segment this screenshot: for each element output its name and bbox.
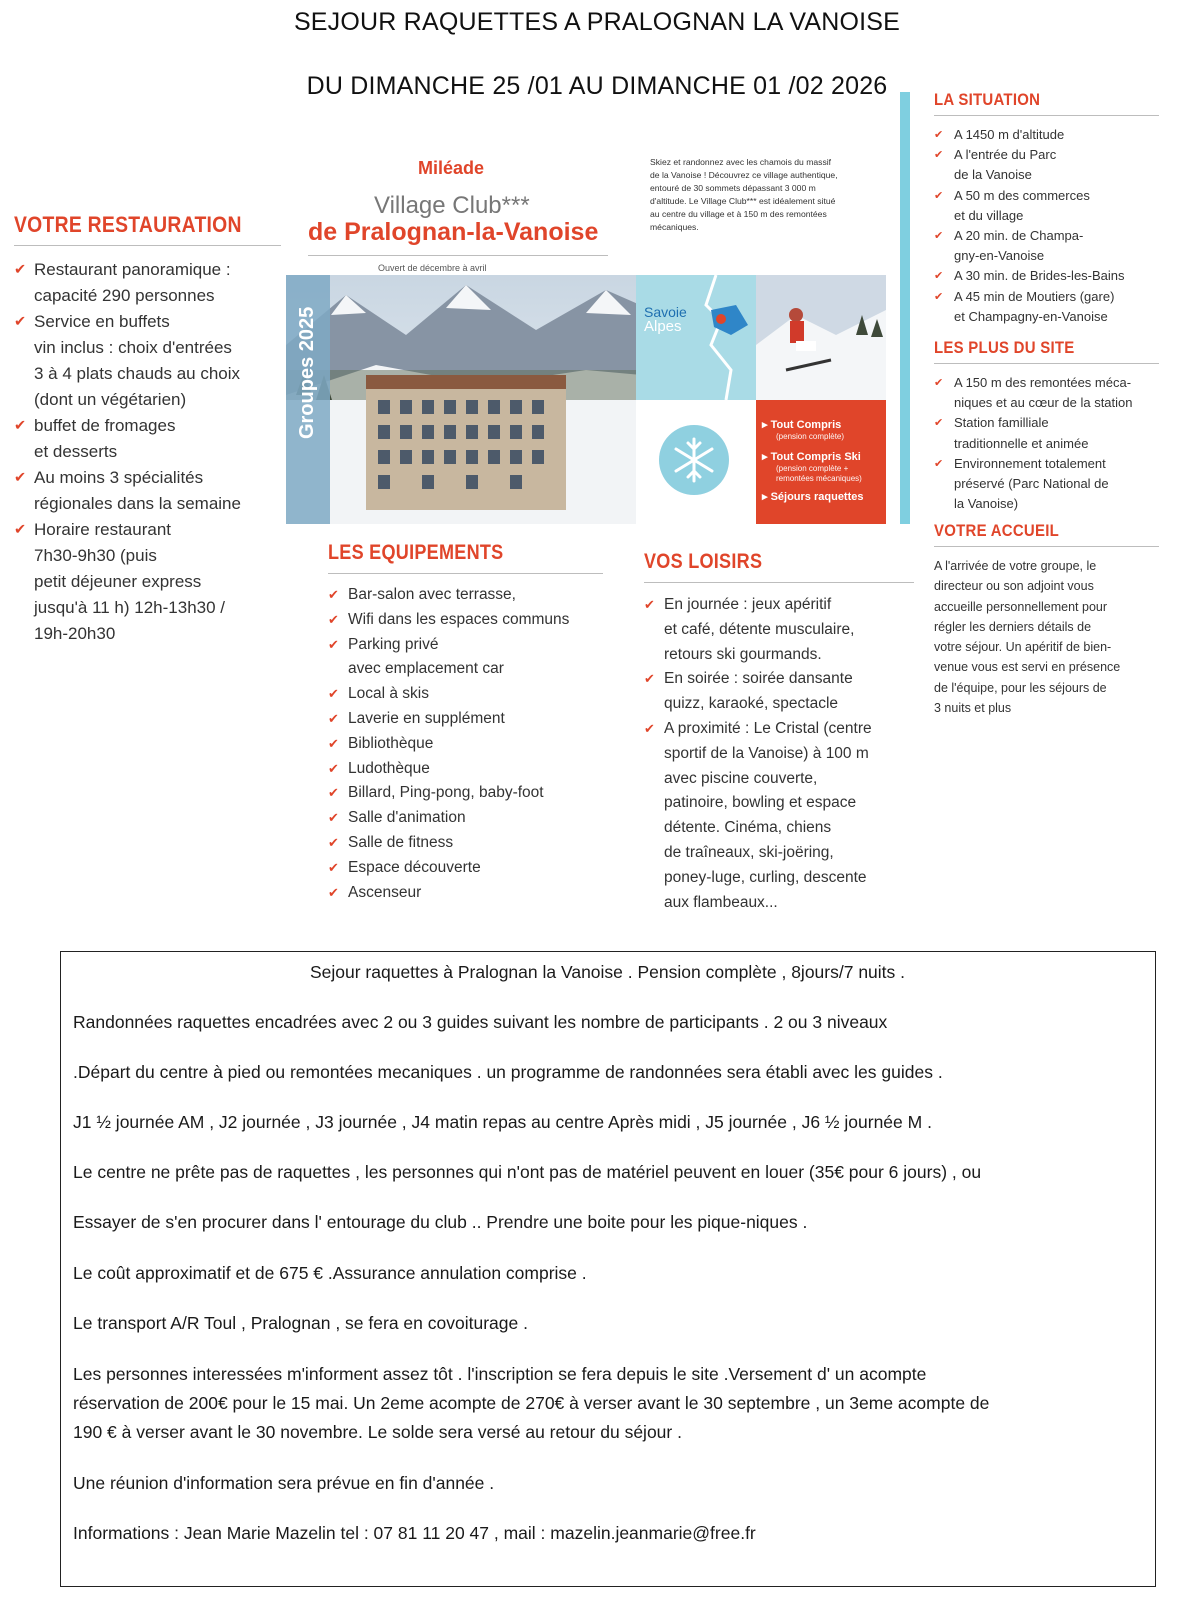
accent-bar bbox=[900, 92, 910, 524]
equipements-item: ✔ Espace découverte bbox=[328, 856, 628, 881]
restauration-item: ✔ Horaire restaurant 7h30-9h30 (puis petit déjeuner express jusqu'à 11 h) 12h-13h30 / 19h-20h30 bbox=[14, 517, 289, 647]
plus-divider bbox=[934, 363, 1159, 364]
restauration-item: ✔ Restaurant panoramique : capacité 290 personnes bbox=[14, 257, 289, 309]
info-line: Une réunion d'information sera prévue en fin d'année . bbox=[73, 1473, 495, 1493]
region-map-illustration bbox=[636, 275, 756, 400]
plus-list bbox=[934, 373, 1184, 514]
restauration-list bbox=[14, 257, 289, 647]
info-line: Le transport A/R Toul , Pralognan , se fera en covoiturage . bbox=[73, 1313, 528, 1333]
contact-line: Informations : Jean Marie Mazelin tel : 07 81 11 20 47 , mail : mazelin.jeanmarie@free.fr bbox=[73, 1523, 756, 1543]
equipements-item: ✔ Bibliothèque bbox=[328, 732, 628, 757]
skier-illustration bbox=[756, 275, 886, 400]
opening-period: Ouvert de décembre à avril bbox=[378, 263, 487, 273]
accueil-text: A l'arrivée de votre groupe, le directeur ou son adjoint vous accueille personnellement pour régler les derniers détails de votre séjour. Un apéritif de bien- venue vous est servi en présence de l'équipe, pour les séjours de 3 nuits et plus bbox=[934, 559, 1121, 716]
equipements-divider bbox=[328, 573, 603, 574]
situation-divider bbox=[934, 115, 1159, 116]
plus-title: LES PLUS DU SITE bbox=[934, 338, 1075, 357]
loisirs-title: VOS LOISIRS bbox=[644, 550, 763, 573]
accueil-divider bbox=[934, 546, 1159, 547]
info-box bbox=[60, 951, 1156, 1587]
region-map bbox=[636, 275, 756, 400]
equipements-item: ✔ Ascenseur bbox=[328, 881, 628, 906]
equipements-item: ✔ Billard, Ping-pong, baby-foot bbox=[328, 781, 628, 806]
equipements-list bbox=[328, 583, 628, 905]
snowflake-tile bbox=[636, 400, 756, 524]
info-line: .Départ du centre à pied ou remontées mecaniques . un programme de randonnées sera établi avec les guides . bbox=[73, 1062, 943, 1082]
situation-item: ✔ A 30 min. de Brides-les-Bains bbox=[934, 266, 1184, 286]
restauration-item: ✔ buffet de fromages et desserts bbox=[14, 413, 289, 465]
offer-subtitle: (pension complète) bbox=[776, 432, 845, 441]
page-title: SEJOUR RAQUETTES A PRALOGNAN LA VANOISE bbox=[293, 8, 901, 36]
restauration-item: ✔ Service en buffets vin inclus : choix d'entrées 3 à 4 plats chauds au choix (dont un végétarien) bbox=[14, 309, 289, 413]
loisirs-divider bbox=[644, 582, 914, 583]
brand-divider bbox=[308, 255, 608, 256]
info-line: 190 € à verser avant le 30 novembre. Le solde sera versé au retour du séjour . bbox=[73, 1422, 682, 1442]
equipements-item: ✔ Parking privé avec emplacement car bbox=[328, 633, 628, 683]
offer-item: ▸ Tout Compris (pension complète) bbox=[762, 418, 886, 442]
offer-item: ▸ Tout Compris Ski (pension complète + remontées mécaniques) bbox=[762, 450, 886, 484]
situation-item: ✔ A 20 min. de Champa- gny-en-Vanoise bbox=[934, 226, 1184, 266]
equipements-item: ✔ Laverie en supplément bbox=[328, 707, 628, 732]
restauration-divider bbox=[14, 245, 281, 246]
snowflake-icon bbox=[659, 425, 729, 495]
restauration-title: VOTRE RESTAURATION bbox=[14, 212, 242, 237]
offer-title: Séjours raquettes bbox=[770, 491, 864, 503]
plus-item: ✔ Environnement totalement préservé (Parc National de la Vanoise) bbox=[934, 454, 1184, 515]
equipements-item: ✔ Ludothèque bbox=[328, 757, 628, 782]
loisirs-item: ✔ A proximité : Le Cristal (centre sportif de la Vanoise) à 100 m avec piscine couverte, patinoire, bowling et espace détente. Cinéma, chiens de traîneaux, ski-joëring, poney-luge, curling, descente aux flambeaux... bbox=[644, 717, 934, 915]
info-line: réservation de 200€ pour le 15 mai. Un 2eme acompte de 270€ à verser avant le 30 septembre , un 3eme acompte de bbox=[73, 1393, 990, 1413]
equipements-title: LES EQUIPEMENTS bbox=[328, 541, 504, 564]
loisirs-list bbox=[644, 593, 934, 915]
situation-title: LA SITUATION bbox=[934, 90, 1041, 109]
situation-item: ✔ A l'entrée du Parc de la Vanoise bbox=[934, 145, 1184, 185]
snowflake-circle bbox=[659, 425, 729, 495]
equipements-item: ✔ Salle de fitness bbox=[328, 831, 628, 856]
region-label-1: Savoie bbox=[644, 304, 687, 320]
situation-item: ✔ A 1450 m d'altitude bbox=[934, 125, 1184, 145]
location-pin-icon bbox=[716, 314, 726, 324]
info-line: Les personnes interessées m'informent assez tôt . l'inscription se fera depuis le site .Versement d' un acompte bbox=[73, 1364, 927, 1384]
mileade-logo: Miléade bbox=[418, 158, 485, 178]
offer-title: Tout Compris Ski bbox=[770, 451, 861, 463]
offer-item: ▸ Séjours raquettes bbox=[762, 491, 864, 503]
equipements-item: ✔ Salle d'animation bbox=[328, 806, 628, 831]
offer-title: Tout Compris bbox=[770, 419, 842, 431]
info-line: J1 ½ journée AM , J2 journée , J3 journée , J4 matin repas au centre Après midi , J5 journée , J6 ½ journée M . bbox=[73, 1112, 932, 1132]
loisirs-item: ✔ En soirée : soirée dansante quizz, karaoké, spectacle bbox=[644, 667, 934, 717]
offer-subtitle: (pension complète + remontées mécaniques) bbox=[776, 464, 862, 483]
equipements-item: ✔ Local à skis bbox=[328, 682, 628, 707]
situation-list bbox=[934, 125, 1184, 327]
skier-photo bbox=[756, 275, 886, 400]
plus-item: ✔ A 150 m des remontées méca- niques et au cœur de la station bbox=[934, 373, 1184, 413]
info-line: Le centre ne prête pas de raquettes , les personnes qui n'ont pas de matériel peuvent en louer (35€ pour 6 jours) , ou bbox=[73, 1162, 982, 1182]
loisirs-item: ✔ En journée : jeux apéritif et café, détente musculaire, retours ski gourmands. bbox=[644, 593, 934, 667]
village-club-name: de Pralognan-la-Vanoise bbox=[308, 218, 599, 246]
region-label-2: Alpes bbox=[644, 318, 682, 335]
offers-box bbox=[756, 400, 886, 524]
info-line: Le coût approximatif et de 675 € .Assurance annulation comprise . bbox=[73, 1263, 587, 1283]
info-line: Randonnées raquettes encadrées avec 2 ou 3 guides suivant les nombre de participants . 2 ou 3 niveaux bbox=[73, 1012, 888, 1032]
brand-intro: Skiez et randonnez avec les chamois du massif de la Vanoise ! Découvrez ce village authentique, entouré de 30 sommets dépassant 3 000 m d'altitude. Le Village Club*** est idéalement situé au centre du village et à 150 m des remontées mécaniques. bbox=[650, 157, 838, 232]
equipements-item: ✔ Wifi dans les espaces communs bbox=[328, 608, 628, 633]
info-line: Essayer de s'en procurer dans l' entourage du club .. Prendre une boite pour les pique-niques . bbox=[73, 1212, 808, 1232]
plus-item: ✔ Station familliale traditionnelle et animée bbox=[934, 413, 1184, 453]
situation-item: ✔ A 50 m des commerces et du village bbox=[934, 186, 1184, 226]
accueil-title: VOTRE ACCUEIL bbox=[934, 521, 1060, 540]
restauration-item: ✔ Au moins 3 spécialités régionales dans la semaine bbox=[14, 465, 289, 517]
equipements-item: ✔ Bar-salon avec terrasse, bbox=[328, 583, 628, 608]
village-club-label: Village Club*** bbox=[374, 192, 530, 219]
situation-item: ✔ A 45 min de Moutiers (gare) et Champagny-en-Vanoise bbox=[934, 287, 1184, 327]
info-line: Sejour raquettes à Pralognan la Vanoise . Pension complète , 8jours/7 nuits . bbox=[309, 962, 906, 982]
groupes-label: Groupes 2025 bbox=[296, 306, 318, 439]
page-dates: DU DIMANCHE 25 /01 AU DIMANCHE 01 /02 2026 bbox=[306, 72, 888, 100]
